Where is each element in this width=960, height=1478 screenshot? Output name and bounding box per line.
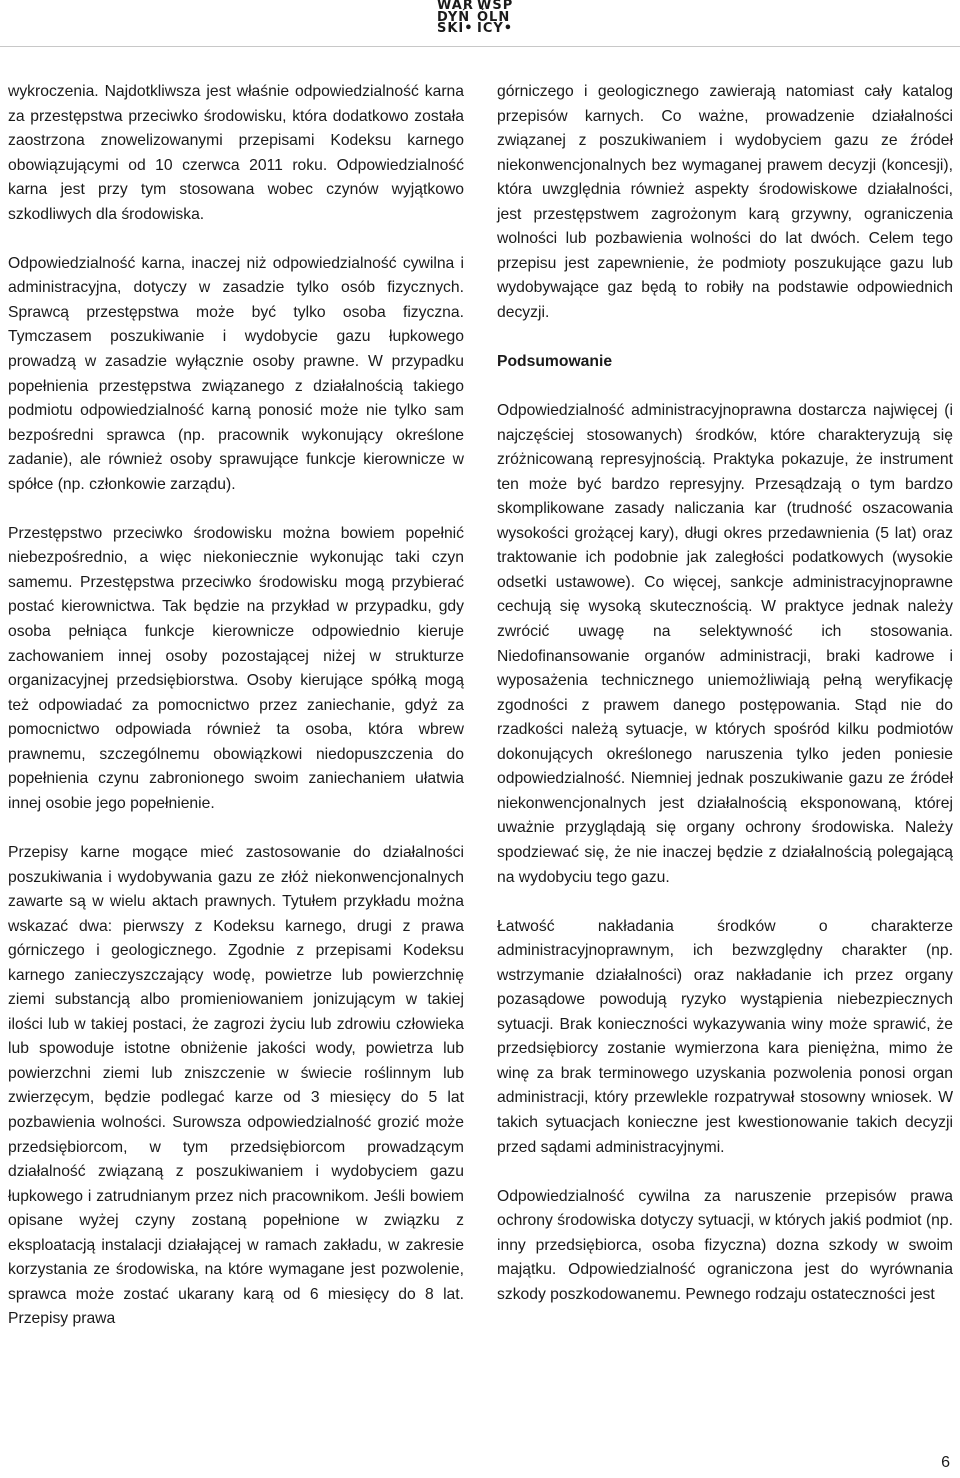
- paragraph: Odpowiedzialność administracyjnoprawna dostarcza najwięcej (i najczęściej stosowanych) środków, które charakteryzują się zróżnicowaną represyjnością. Praktyka pokazuje, że instrument ten może być bardzo represyjny. Przesądzają o tym bardzo skomplikowane zasady naliczania kar (trudność oszacowania wysokości grożącej kary), długi okres przedawnienia (5 lat) oraz traktowanie ich podobnie jak zaległości podatkowych (wysokie odsetki ustawowe). Co więcej, sankcje administracyjnoprawne cechują się wysoką skutecznością. W praktyce jednak należy zwrócić uwagę na selektywność ich stosowania. Niedofinansowanie organów administracji, braki kadrowe i wyposażenia technicznego uniemożliwiają pełną weryfikację zgodności z prawem danego postępowania. Stąd nie do rzadkości należą sytuacje, w których spośród kilku podmiotów dokonujących określonego naruszenia tylko jeden poniesie odpowiedzialność. Niemniej jednak poszukiwanie gazu ze źródeł niekonwencjonalnych jest działalnością eksponowaną, której uważnie przyglądają się organy ochrony środowiska. Należy spodziewać się, że nie inaczej będzie z działalnością polegającą na wydobyciu tego gazu.: [497, 402, 953, 886]
- paragraph: górniczego i geologicznego zawierają natomiast cały katalog przepisów karnych. Co ważne, prowadzenie działalności związanej z poszukiwaniem i wydobyciem gazu ze źródeł niekonwencjonalnych bez wymaganej prawem decyzji (koncesji), która uwzględnia również aspekty środowiskowe działalności, jest przestępstwem zagrożonym karą grzywny, ograniczenia wolności lub pozbawienia wolności do lat dwóch. Celem tego przepisu jest zapewnienie, że podmioty poszukujące gazu lub wydobywające gaz będą to robiły na podstawie odpowiednich decyzji.: [497, 83, 953, 321]
- publisher-logo: [437, 0, 513, 35]
- logo-text: WSP: [477, 0, 514, 13]
- logo-text: ICY•: [477, 21, 514, 36]
- right-column: [497, 80, 953, 1332]
- page-number: 6: [941, 1454, 950, 1471]
- logo-text: WAR: [437, 0, 474, 13]
- section-heading: Podsumowanie: [497, 353, 613, 371]
- paragraph: Łatwość nakładania środków o charakterze administracyjnoprawnym, ich bezwzględny charakter (np. wstrzymanie działalności) oraz nakładanie ich przez organy pozasądowe powodują ryzyko wystąpienia niebezpiecznych sytuacji. Brak konieczności wykazywania winy może sprawić, że przedsiębiorcy zostanie wymierzona kara pieniężna, mimo że winę za brak terminowego uzyskania pozwolenia ponosi organ administracji, który przewlekle rozpatrywał stosowny wniosek. W takich sytuacjach konieczne jest kwestionowanie takich decyzji przed sądami administracyjnymi.: [497, 917, 953, 1156]
- logo-text: SKI•: [437, 21, 474, 36]
- header-divider: [0, 46, 960, 47]
- paragraph: Odpowiedzialność karna, inaczej niż odpowiedzialność cywilna i administracyjna, dotyczy w zasadzie tylko osób fizycznych. Sprawcą przestępstwa może być tylko osoba fizyczna. Tymczasem poszukiwanie i wydobycie gazu łupkowego prowadzą w zasadzie wyłącznie osoby prawne. W przypadku popełnienia przestępstwa związanego z działalnością takiego podmiotu odpowiedzialność karną ponosić może nie tylko sam bezpośredni sprawca (np. pracownik wykonujący określone zadanie), ale również osoby sprawujące funkcje kierownicze w spółce (np. członkowie zarządu).: [8, 254, 464, 493]
- paragraph: Przepisy karne mogące mieć zastosowanie do działalności poszukiwania i wydobywania gazu ze złóż niekonwencjonalnych zawarte są w wielu aktach prawnych. Tytułem przykładu można wskazać dwa: pierwszy z Kodeksu karnego, drugi z prawa górniczego i geologicznego. Zgodnie z przepisami Kodeksu karnego zanieczyszczający wodę, powietrze lub powierzchnię ziemi substancją albo promieniowaniem jonizującym w takiej ilości lub w takiej postaci, że zagrozi życiu lub zdrowiu człowieka lub spowoduje istotne obniżenie jakości wody, powietrza lub powierzchni ziemi lub zniszczenie w świecie roślinnym lub zwierzęcym, będzie podlegać karze od 3 miesięcy do 5 lat pozbawienia wolności. Surowsza odpowiedzialność grozić może przedsiębiorcom, w tym przedsiębiorcom prowadzącym działalność związaną z poszukiwaniem i wydobyciem gazu łupkowego i zatrudnianym przez nich pracownikom. Jeśli bowiem opisane wyżej czyny zostaną popełnione w związku z eksploatacją instalacji działającej w ramach zakładu, w zakresie korzystania ze środowiska, na które wymagane jest pozwolenie, sprawca może zostać ukarany karą od 6 miesięcy do 8 lat. Przepisy prawa: [8, 843, 464, 1328]
- left-column: [8, 80, 464, 1356]
- paragraph: wykroczenia. Najdotkliwsza jest właśnie odpowiedzialność karna za przestępstwa przeciwko środowisku, która dodatkowo została zaostrzona znowelizowanymi przepisami Kodeksu karnego obowiązującymi od 10 czerwca 2011 roku. Odpowiedzialność karna jest przy tym stosowana wobec czynów wyjątkowo szkodliwych dla środowiska.: [8, 83, 464, 223]
- logo-text: DYŃ: [437, 9, 471, 25]
- paragraph: Przestępstwo przeciwko środowisku można bowiem popełnić niebezpośrednio, a więc niekoniecznie wykonując taki czyn samemu. Przestępstwa przeciwko środowisku mogą przybierać postać kierownictwa. Tak będzie na przykład w przypadku, gdy osoba pełniąca funkcje kierownicze odpowiednio kieruje zachowaniem innej osoby pozostającej niżej w strukturze organizacyjnej przedsiębiorstwa. Osoby kierujące spółką mogą też odpowiadać za pomocnictwo przez zaniechanie, gdyż za pomocnictwo odpowiada również ta osoba, która wbrew prawnemu, szczególnemu obowiązkowi niedopuszczenia do popełnienia czynu zabronionego swoim zaniechaniem ułatwia innej osobie jego popełnienie.: [8, 524, 464, 812]
- logo-text: ÓLN: [477, 9, 511, 25]
- paragraph: Odpowiedzialność cywilna za naruszenie przepisów prawa ochrony środowiska dotyczy sytuacji, w których jakiś podmiot (np. inny przedsiębiorca, osoba fizyczna) dozna szkody w swoim majątku. Odpowiedzialność ograniczona jest do wyrównania szkody poszkodowanemu. Pewnego rodzaju ostateczności jest: [497, 1187, 953, 1303]
